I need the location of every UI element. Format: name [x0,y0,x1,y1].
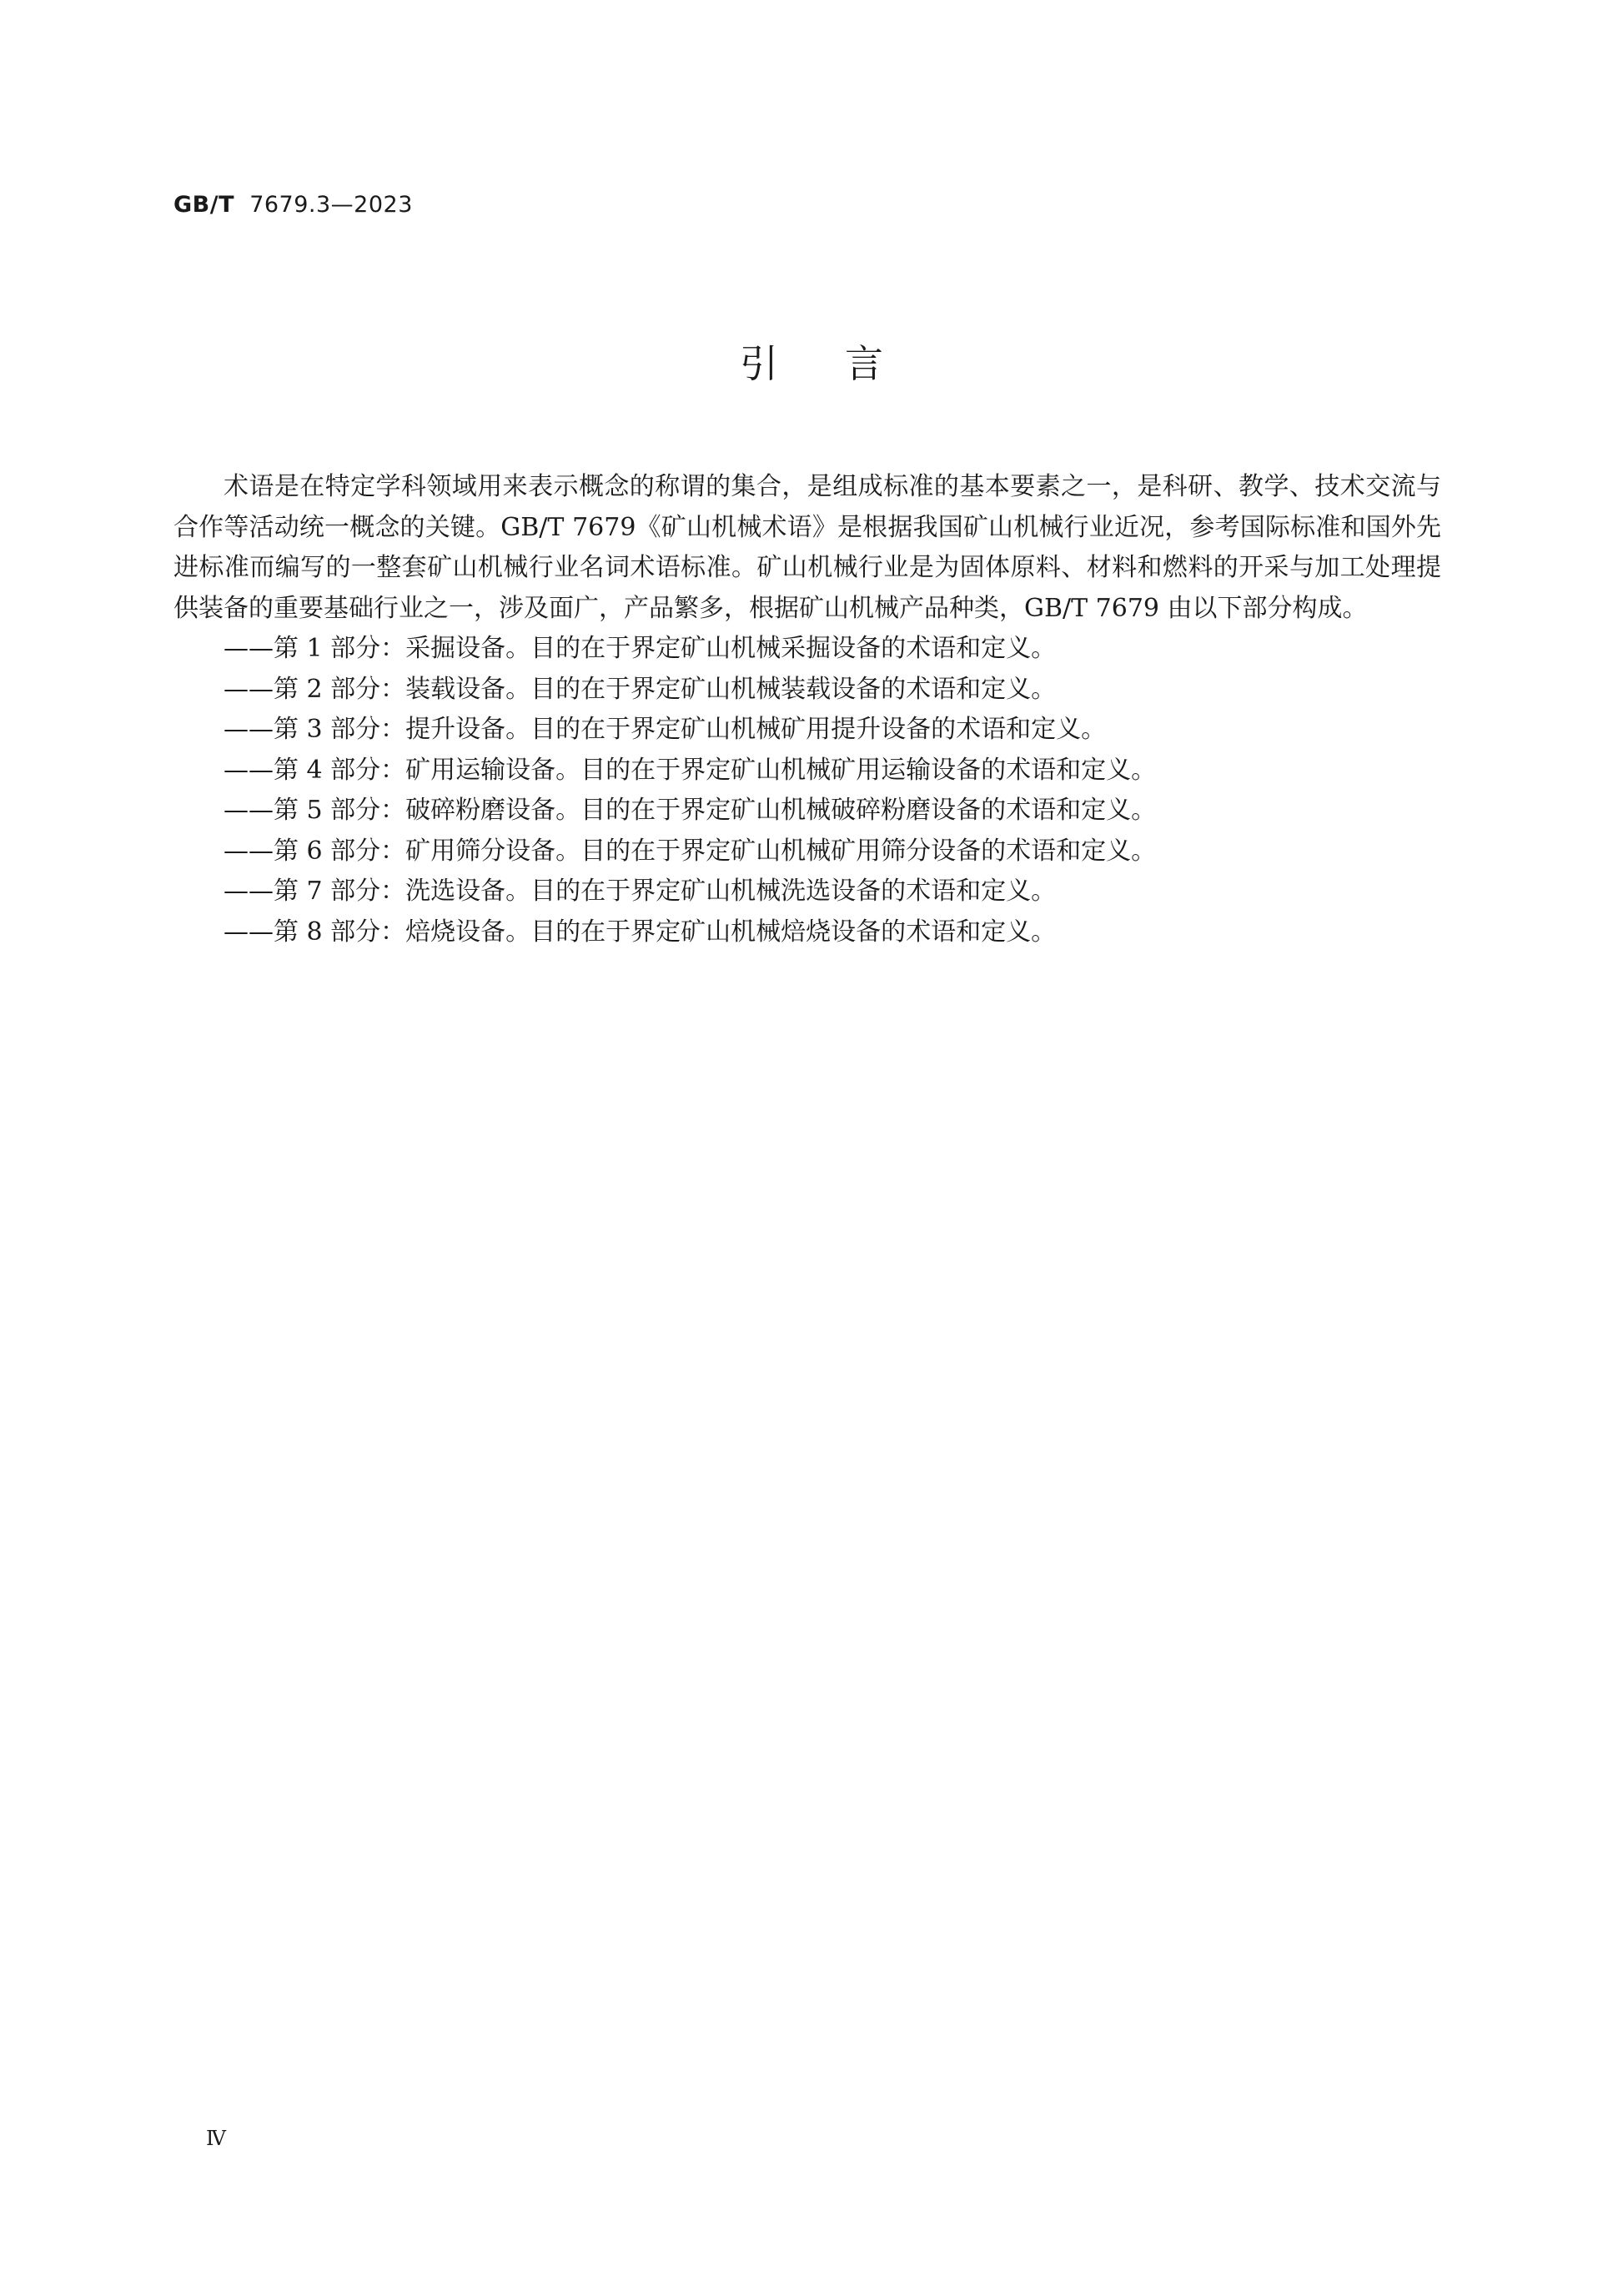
parts-list [173,629,1441,952]
page-title: 引言 [740,341,950,386]
list-item-part-7: ——第 7 部分：洗选设备。目的在于界定矿山机械洗选设备的术语和定义。 [224,877,1057,906]
list-item-part-2: ——第 2 部分：装载设备。目的在于界定矿山机械装载设备的术语和定义。 [224,674,1057,704]
list-item-part-6: ——第 6 部分：矿用筛分设备。目的在于界定矿山机械矿用筛分设备的术语和定义。 [224,836,1157,866]
list-item-part-8: ——第 8 部分：焙烧设备。目的在于界定矿山机械焙烧设备的术语和定义。 [224,917,1057,947]
list-item-part-5: ——第 5 部分：破碎粉磨设备。目的在于界定矿山机械破碎粉磨设备的术语和定义。 [224,796,1157,825]
page-number: Ⅳ [206,2127,226,2150]
list-item-part-4: ——第 4 部分：矿用运输设备。目的在于界定矿山机械矿用运输设备的术语和定义。 [224,755,1157,785]
intro-paragraph: 术语是在特定学科领域用来表示概念的称谓的集合，是组成标准的基本要素之一，是科研、教学、技术交流与合作等活动统一概念的关键。GB/T 7679《矿山机械术语》是根据我国矿山机械行业近况，参考国际标准和国外先进标准而编写的一整套矿山机械行业名词术语标准。矿山机械行业是为固体原料、材料和燃料的开采与加工处理提供装备的重要基础行业之一，涉及面广，产品繁多，根据矿山机械产品种类，GB/T 7679 由以下部分构成。 [173,472,1441,623]
list-item-part-3: ——第 3 部分：提升设备。目的在于界定矿山机械矿用提升设备的术语和定义。 [224,715,1107,744]
standard-code: GB/T [173,192,235,218]
document-header [173,192,413,218]
standard-number: 7679.3—2023 [249,192,413,218]
main-content [173,467,1441,952]
list-item-part-1: ——第 1 部分：采掘设备。目的在于界定矿山机械采掘设备的术语和定义。 [224,634,1057,663]
